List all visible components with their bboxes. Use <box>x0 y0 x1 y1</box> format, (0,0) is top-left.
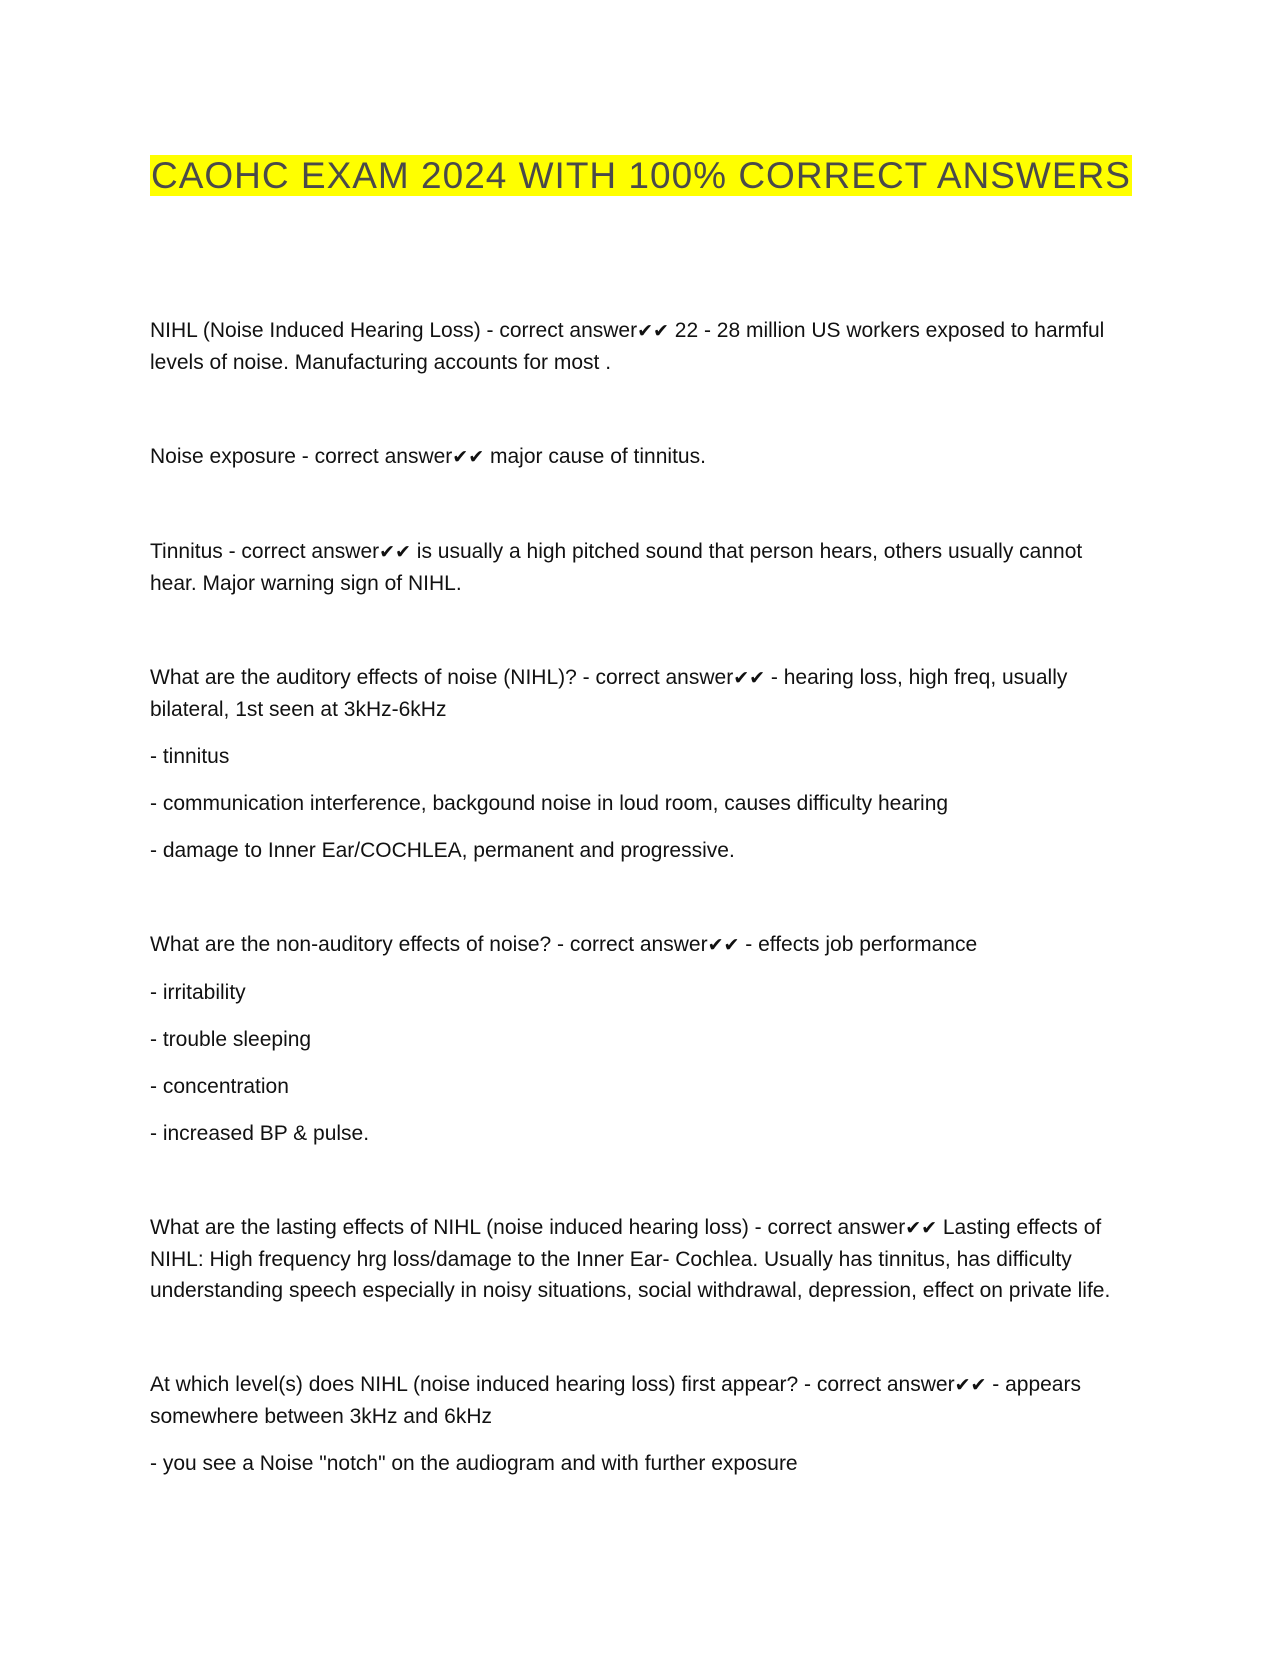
question-text: Noise exposure - correct answer <box>150 445 453 468</box>
qa-item <box>150 662 1130 866</box>
answer-text: major cause of tinnitus. <box>484 445 706 468</box>
answer-sub-line: - tinnitus <box>150 745 230 768</box>
answer-text: Lasting effects of NIHL: High frequency hrg loss/damage to the Inner Ear- Cochlea. Usually has tinnitus, has difficulty understanding speech especially in noisy situations, social withdrawal, depression, effect on private life. <box>150 1216 1111 1302</box>
answer-sub-line: - damage to Inner Ear/COCHLEA, permanent and progressive. <box>150 839 735 862</box>
check-marks: ✔✔ <box>954 1374 987 1396</box>
answer-text: - effects job performance <box>739 933 978 956</box>
qa-paragraph <box>150 662 1130 725</box>
answer-sub-line: - you see a Noise "notch" on the audiogram and with further exposure <box>150 1452 798 1475</box>
qa-paragraph <box>150 315 1130 378</box>
answer-text: is usually a high pitched sound that person hears, others usually cannot hear. Major warning sign of NIHL. <box>150 540 1083 595</box>
answer-text: - hearing loss, high freq, usually bilateral, 1st seen at 3kHz-6kHz <box>150 666 1068 721</box>
check-marks: ✔✔ <box>452 446 485 468</box>
qa-paragraph <box>150 536 1130 599</box>
check-marks: ✔✔ <box>905 1217 938 1239</box>
qa-item <box>150 441 1130 473</box>
answer-sub-line: - concentration <box>150 1075 289 1098</box>
check-marks: ✔✔ <box>733 667 766 689</box>
answer-sub-line: - communication interference, backgound noise in loud room, causes difficulty hearing <box>150 792 949 815</box>
qa-item <box>150 536 1130 599</box>
answer-sub-line: - increased BP & pulse. <box>150 1122 370 1145</box>
question-text: Tinnitus - correct answer <box>150 540 380 563</box>
qa-paragraph <box>150 441 1130 473</box>
question-text: What are the non-auditory effects of noise? - correct answer <box>150 933 708 956</box>
answer-text: 22 - 28 million US workers exposed to harmful levels of noise. Manufacturing accounts for most . <box>150 319 1105 374</box>
document-title <box>150 150 1132 202</box>
answer-sub-line: - trouble sleeping <box>150 1028 312 1051</box>
answer-sub-line: - irritability <box>150 981 246 1004</box>
qa-paragraph <box>150 1212 1130 1306</box>
answer-text: - appears somewhere between 3kHz and 6kHz <box>150 1373 1081 1428</box>
check-marks: ✔✔ <box>637 320 669 342</box>
qa-paragraph <box>150 929 1130 961</box>
document-body <box>150 315 1130 1542</box>
qa-item <box>150 1369 1130 1479</box>
qa-item <box>150 929 1130 1149</box>
check-marks: ✔✔ <box>707 934 740 956</box>
question-text: What are the lasting effects of NIHL (noise induced hearing loss) - correct answer <box>150 1216 906 1239</box>
qa-item <box>150 1212 1130 1306</box>
qa-paragraph <box>150 1369 1130 1432</box>
question-text: NIHL (Noise Induced Hearing Loss) - correct answer <box>150 319 638 342</box>
qa-item <box>150 315 1130 378</box>
check-marks: ✔✔ <box>379 541 411 563</box>
question-text: What are the auditory effects of noise (NIHL)? - correct answer <box>150 666 734 689</box>
question-text: At which level(s) does NIHL (noise induced hearing loss) first appear? - correct answer <box>150 1373 955 1396</box>
highlighted-title-text: CAOHC EXAM 2024 WITH 100% CORRECT ANSWERS <box>151 155 1131 196</box>
